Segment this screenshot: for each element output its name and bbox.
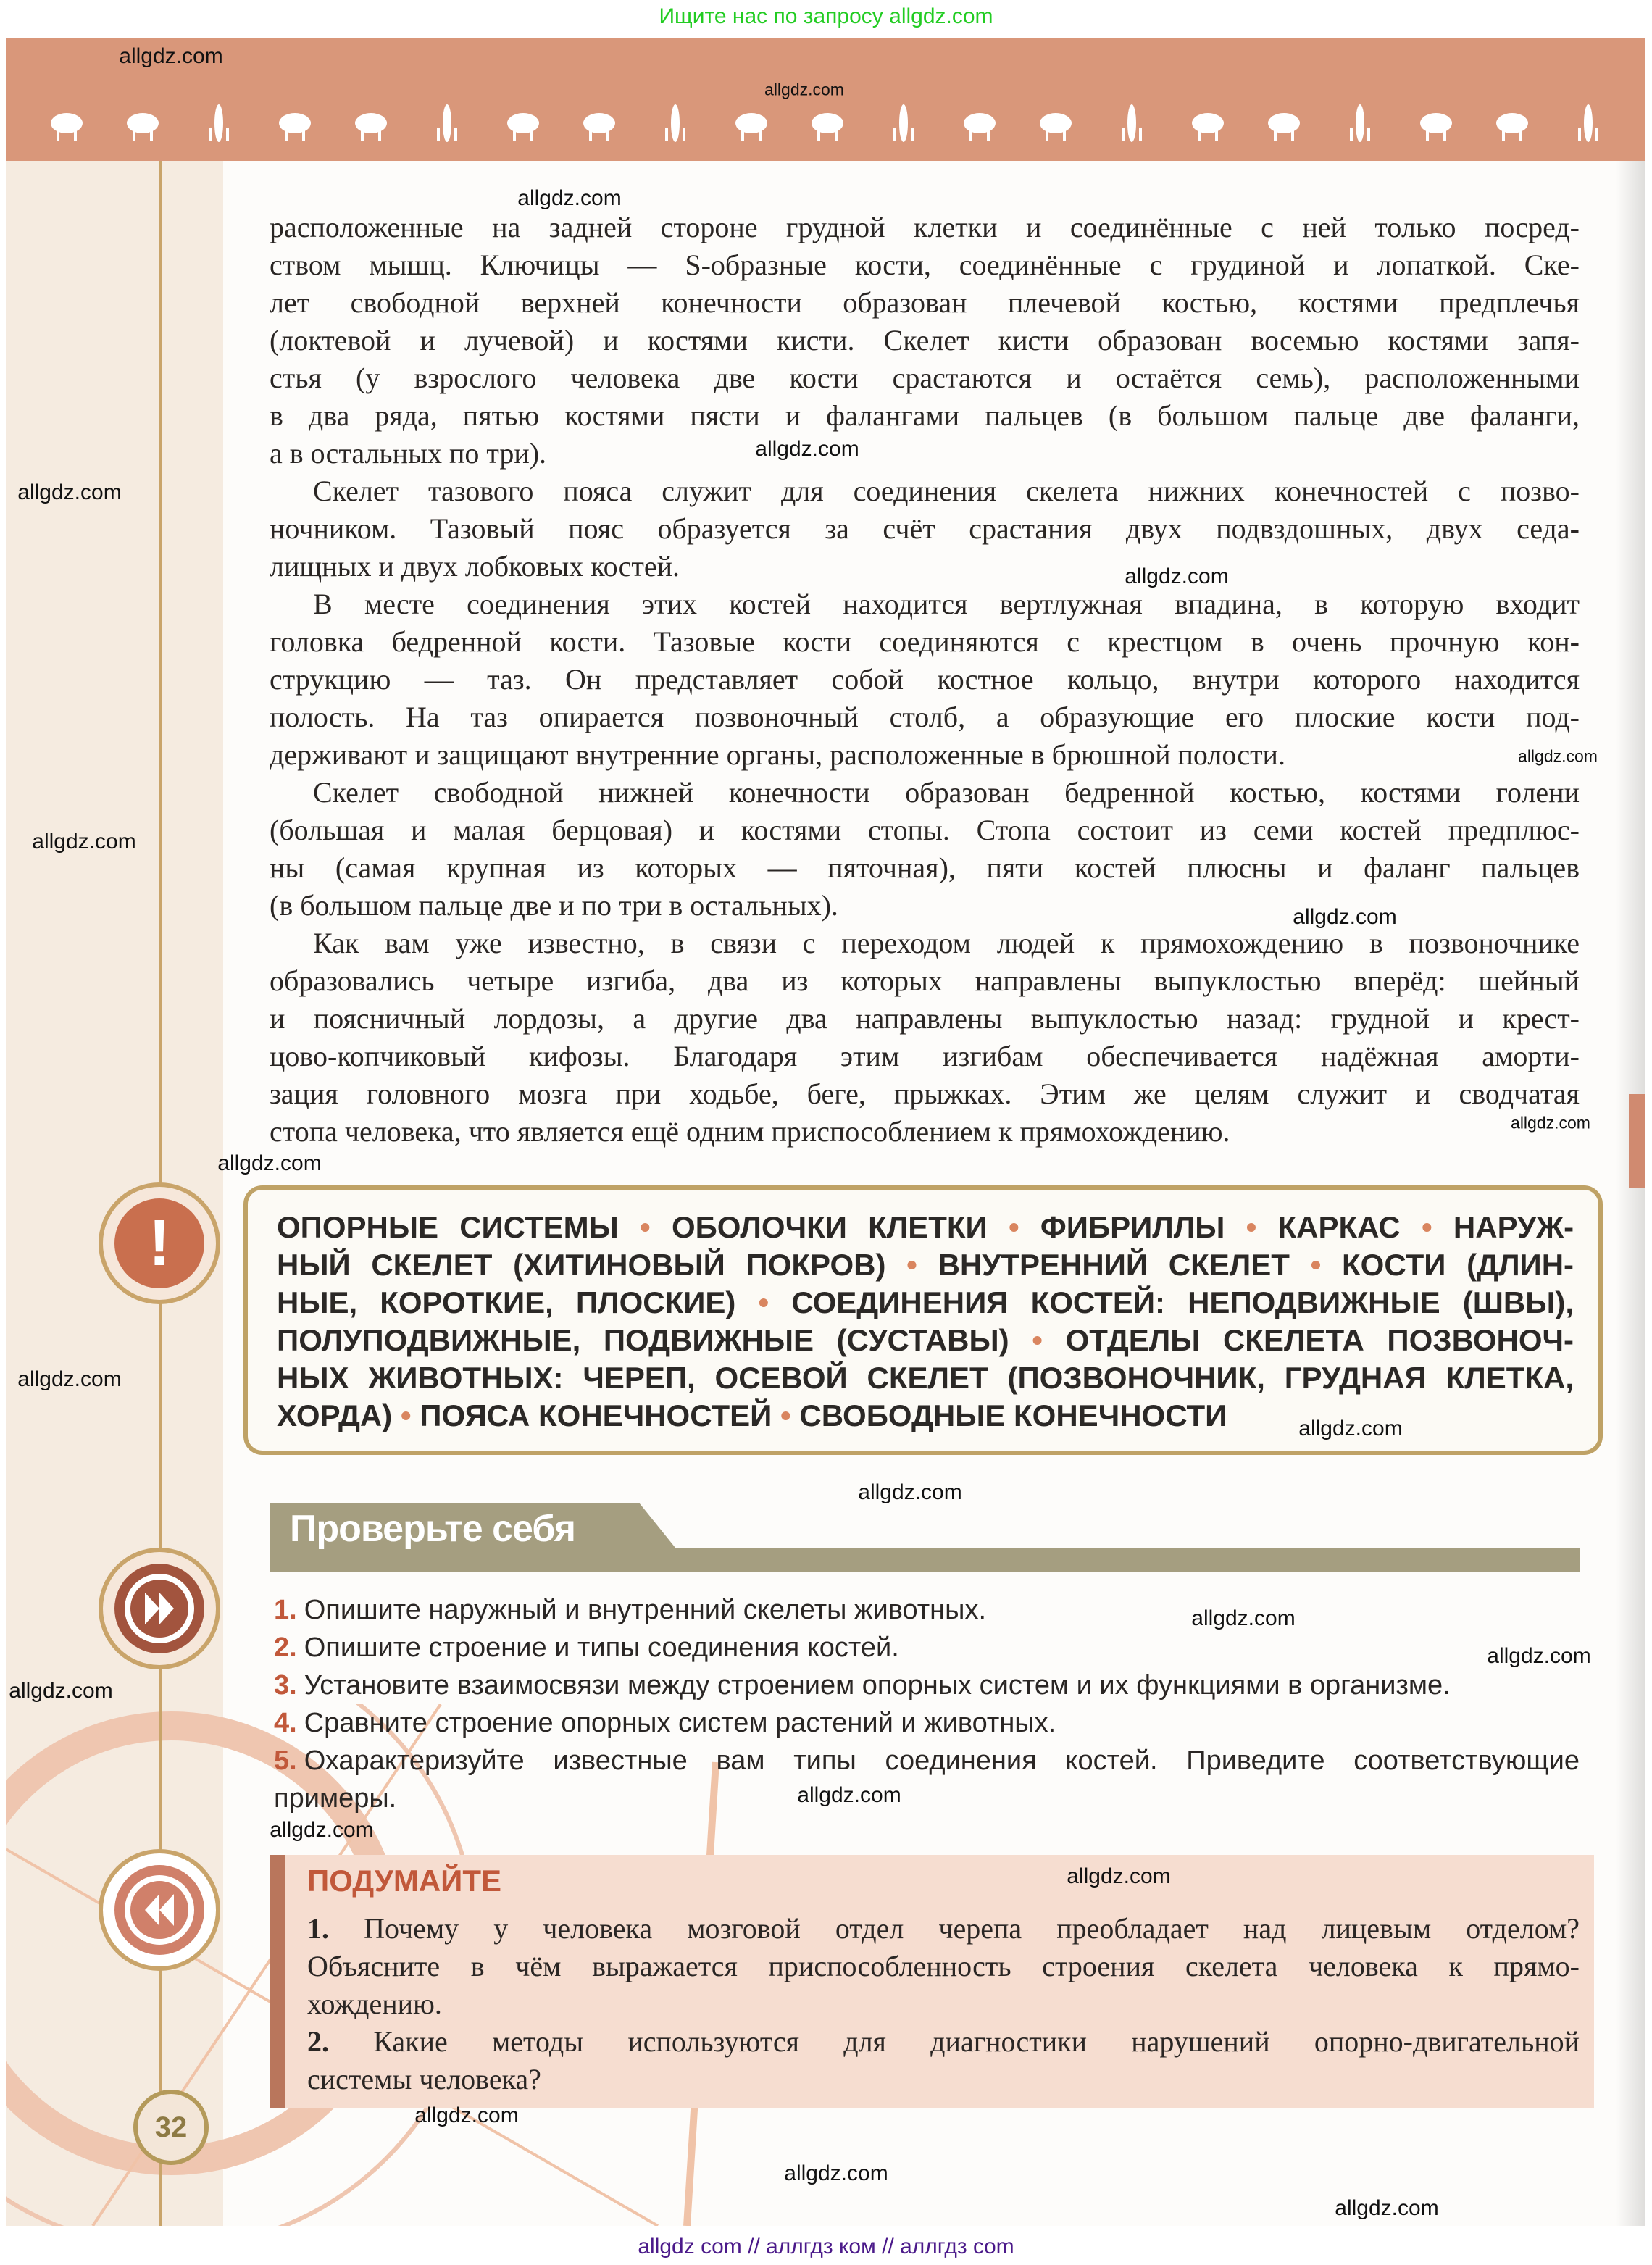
keyword: КАРКАС (1277, 1210, 1401, 1244)
check-yourself-header (270, 1503, 1580, 1572)
bullet-icon: • (780, 1398, 791, 1432)
paragraph-line: струкцию — таз. Он представляет собой костное кольцо, внутри которого находится (270, 663, 1580, 696)
paragraph-line: стья (у взрослого человека две кости срастаются и остаётся семь), расположенными (270, 362, 1580, 394)
page-edge-tab (1629, 1094, 1645, 1188)
keyword: ПОЯСА КОНЕЧНОСТЕЙ (420, 1398, 772, 1432)
bullet-icon: • (906, 1248, 917, 1282)
watermark-link[interactable]: allgdz.com (1511, 1113, 1590, 1132)
watermark-link[interactable]: allgdz.com (764, 80, 844, 99)
keyword-line (277, 1246, 1574, 1284)
animal-silhouette-icon (1122, 104, 1142, 142)
watermark-link[interactable]: allgdz.com (270, 1818, 374, 1842)
question-number: 1. (307, 1912, 364, 1945)
watermark-link[interactable]: allgdz.com (1125, 564, 1229, 588)
animal-silhouette-icon (279, 113, 311, 141)
question-number: 4. (274, 1708, 297, 1738)
keyword: СВОБОДНЫЕ КОНЕЧНОСТИ (799, 1398, 1227, 1432)
page-number (133, 2090, 209, 2165)
keyword: НЫЕ, КОРОТКИЕ, ПЛОСКИЕ) (277, 1285, 736, 1319)
paragraph-line: а в остальных по три). (270, 437, 547, 470)
watermark-link[interactable]: allgdz.com (1067, 1864, 1171, 1888)
question-text: хождению. (307, 1987, 442, 2020)
question-text: Опишите наружный и внутренний скелеты животных. (304, 1595, 987, 1625)
watermark-link[interactable]: allgdz.com (32, 830, 136, 854)
watermark-link[interactable]: allgdz.com (858, 1480, 962, 1504)
paragraph-line: головка бедренной кости. Тазовые кости соединяются с крестцом в очень прочную кон- (270, 625, 1580, 658)
keyword: НЫЙ СКЕЛЕТ (ХИТИНОВЫЙ ПОКРОВ) (277, 1248, 886, 1282)
paragraph-line: зация головного мозга при ходьбе, беге, прыжках. Этим же целям служит и сводчатая (270, 1077, 1580, 1110)
question-line (274, 1667, 1580, 1704)
bullet-icon: • (1310, 1248, 1322, 1282)
paragraph-line: ночником. Тазовый пояс образуется за счёт срастания двух подвздошных, двух седа- (270, 512, 1580, 545)
bullet-icon: • (400, 1398, 412, 1432)
watermark-link[interactable]: allgdz.com (797, 1783, 901, 1807)
animal-silhouette-icon (1496, 113, 1528, 141)
animal-silhouette-icon (1268, 113, 1300, 141)
animal-silhouette-icon (583, 113, 615, 141)
keywords-text (277, 1209, 1574, 1435)
animal-silhouette-icon (893, 104, 914, 142)
keywords-box (243, 1185, 1603, 1455)
think-accent-bar (270, 1855, 285, 2108)
keyword: НЫХ ЖИВОТНЫХ: ЧЕРЕП, ОСЕВОЙ СКЕЛЕТ (ПОЗВОНОЧНИК, ГРУДНАЯ КЛЕТКА, (277, 1361, 1574, 1395)
keyword: ОБОЛОЧКИ КЛЕТКИ (671, 1210, 988, 1244)
bullet-icon: • (1421, 1210, 1432, 1244)
animal-silhouette-icon (127, 113, 159, 141)
paragraph-line: ны (самая крупная из которых — пяточная), пяти костей плюсны и фаланг пальцев (270, 851, 1580, 884)
keyword: КОСТИ (ДЛИН- (1342, 1248, 1574, 1282)
animal-silhouette-icon (1420, 113, 1452, 141)
watermark-link[interactable]: allgdz.com (784, 2161, 888, 2185)
watermark-link[interactable]: allgdz.com (1487, 1644, 1591, 1668)
keyword: СОЕДИНЕНИЯ КОСТЕЙ: НЕПОДВИЖНЫЕ (ШВЫ), (791, 1285, 1574, 1319)
animal-silhouette-icon (812, 113, 843, 141)
paragraph-line: лет свободной верхней конечности образован плечевой костью, костями предплечья (270, 286, 1580, 319)
question-text: Установите взаимосвязи между строением опорных систем и их функциями в организме. (304, 1670, 1451, 1701)
think-questions (307, 1910, 1580, 2098)
question-text: примеры. (274, 1783, 397, 1814)
exclamation-icon (99, 1182, 220, 1304)
question-text: Охарактеризуйте известные вам типы соединения костей. Приведите соответствующие (304, 1745, 1580, 1776)
question-line (307, 2061, 1580, 2098)
paragraph-line: Скелет тазового пояса служит для соединения скелета нижних конечностей с позво- (313, 475, 1580, 507)
watermark-link[interactable]: allgdz.com (217, 1151, 322, 1175)
paragraph-line: полость. На таз опирается позвоночный столб, а образующие его плоские кости под- (270, 701, 1580, 733)
rewind-icon[interactable] (99, 1849, 220, 1971)
watermark-link[interactable]: allgdz.com (17, 480, 122, 504)
keyword-line (277, 1359, 1574, 1397)
animal-silhouette-icon (665, 104, 685, 142)
paragraph-line: цово-копчиковый кифозы. Благодаря этим изгибам обеспечивается надёжная аморти- (270, 1040, 1580, 1072)
top-banner[interactable]: Ищите нас по запросу allgdz.com (659, 4, 993, 28)
page-curl-shadow (1616, 161, 1645, 2226)
watermark-link[interactable]: allgdz.com (119, 44, 223, 68)
paragraph-line: расположенные на задней стороне грудной клетки и соединённые с ней только посред- (270, 211, 1580, 243)
keyword: ОТДЕЛЫ СКЕЛЕТА ПОЗВОНОЧ- (1065, 1323, 1574, 1357)
exclamation-mark: ! (114, 1198, 204, 1288)
paragraph-line: Скелет свободной нижней конечности образован бедренной костью, костями голени (313, 776, 1580, 809)
keyword: ФИБРИЛЛЫ (1040, 1210, 1225, 1244)
keyword: ВНУТРЕННИЙ СКЕЛЕТ (938, 1248, 1290, 1282)
watermark-link[interactable]: allgdz.com (1518, 746, 1598, 766)
bullet-icon: • (640, 1210, 651, 1244)
watermark-link[interactable]: allgdz.com (1335, 2196, 1439, 2220)
keyword-line (277, 1284, 1574, 1322)
watermark-link[interactable]: allgdz.com (755, 437, 859, 461)
watermark-link[interactable]: allgdz.com (414, 2103, 519, 2127)
question-number: 2. (274, 1632, 297, 1663)
paragraph-line: (локтевой и лучевой) и костями кисти. Скелет кисти образован восемью костями запя- (270, 324, 1580, 356)
animal-silhouette-icon (51, 113, 83, 141)
bullet-icon: • (1008, 1210, 1019, 1244)
keyword: ОПОРНЫЕ СИСТЕМЫ (277, 1210, 619, 1244)
animal-silhouette-icon (355, 113, 387, 141)
animal-silhouette-icon (437, 104, 457, 142)
watermark-link[interactable]: allgdz.com (517, 186, 622, 210)
paragraph-line: лищных и двух лобковых костей. (270, 550, 680, 583)
question-line (274, 1742, 1580, 1780)
question-text: Сравните строение опорных систем растений и животных. (304, 1708, 1056, 1738)
animal-silhouette-icon (964, 113, 996, 141)
bottom-banner[interactable]: allgdz com // аллгдз ком // аллгдз com (638, 2235, 1014, 2258)
think-box (270, 1855, 1594, 2108)
paragraph-line: ством мышц. Ключицы — S-образные кости, соединённые с грудиной и лопаткой. Ске- (270, 249, 1580, 281)
watermark-link[interactable]: allgdz.com (17, 1367, 122, 1391)
keyword-line (277, 1322, 1574, 1359)
question-text: Опишите строение и типы соединения костей. (304, 1632, 899, 1663)
paragraph-line: (в большом пальце две и по три в остальных). (270, 889, 838, 922)
paragraph-line: держивают и защищают внутренние органы, расположенные в брюшной полости. (270, 738, 1285, 771)
question-number: 1. (274, 1595, 297, 1625)
bullet-icon: • (1032, 1323, 1043, 1357)
question-text: Объясните в чём выражается приспособленность строения скелета человека к прямо- (307, 1950, 1580, 1982)
paragraph-line: (большая и малая берцовая) и костями стопы. Стопа состоит из семи костей предплюс- (270, 814, 1580, 846)
animal-silhouette-icon (507, 113, 539, 141)
question-number: 2. (307, 2025, 374, 2058)
animal-silhouette-icon (1578, 104, 1598, 142)
question-line (274, 1704, 1580, 1742)
body-text (270, 209, 1580, 1151)
watermark-link[interactable]: allgdz.com (1293, 905, 1397, 929)
animal-silhouette-icon (1192, 113, 1224, 141)
watermark-link[interactable]: allgdz.com (1298, 1417, 1403, 1440)
question-line (307, 1910, 1580, 1948)
question-line (274, 1780, 1580, 1817)
paragraph-line: в два ряда, пятью костями пясти и фалангами пальцев (в большом пальце две фаланги, (270, 399, 1580, 432)
keyword: НАРУЖ- (1453, 1210, 1574, 1244)
watermark-link[interactable]: allgdz.com (1191, 1606, 1296, 1630)
check-yourself-title: Проверьте себя (290, 1508, 576, 1550)
paragraph-line: образовались четыре изгиба, два из которых направлены выпуклостью вперёд: шейный (270, 964, 1580, 997)
paragraph-line: В месте соединения этих костей находится вертлужная впадина, в которую входит (313, 588, 1580, 620)
question-line (307, 2023, 1580, 2061)
question-line (307, 1985, 1580, 2023)
question-text: системы человека? (307, 2063, 541, 2095)
paragraph-line: стопа человека, что является ещё одним приспособлением к прямохождению. (270, 1115, 1230, 1148)
bullet-icon: • (1246, 1210, 1257, 1244)
animal-silhouette-icon (735, 113, 767, 141)
animal-silhouette-icon (1350, 104, 1370, 142)
watermark-link[interactable]: allgdz.com (9, 1679, 113, 1703)
question-number: 3. (274, 1670, 297, 1701)
animal-silhouette-icon (209, 104, 229, 142)
think-title: ПОДУМАЙТЕ (307, 1864, 502, 1898)
question-line (274, 1629, 1580, 1667)
page-number-text: 32 (154, 2111, 188, 2143)
question-line (274, 1591, 1580, 1629)
animal-silhouette-icon (1040, 113, 1072, 141)
question-number: 5. (274, 1745, 297, 1776)
keyword: ХОРДА) (277, 1398, 393, 1432)
paragraph-line: Как вам уже известно, в связи с переходом людей к прямохождению в позвоночнике (313, 927, 1580, 959)
fast-forward-icon[interactable] (99, 1548, 220, 1669)
question-text: Какие методы используются для диагностики нарушений опорно-двигательной (373, 2025, 1580, 2058)
keyword: ПОЛУПОДВИЖНЫЕ, ПОДВИЖНЫЕ (СУСТАВЫ) (277, 1323, 1009, 1357)
bullet-icon: • (758, 1285, 769, 1319)
check-yourself-list (274, 1591, 1580, 1817)
question-text: Почему у человека мозговой отдел черепа преобладает над лицевым отделом? (364, 1912, 1580, 1945)
question-line (307, 1948, 1580, 1985)
paragraph-line: и поясничный лордозы, а другие два направлены выпуклостью назад: грудной и крест- (270, 1002, 1580, 1035)
keyword-line (277, 1209, 1574, 1246)
